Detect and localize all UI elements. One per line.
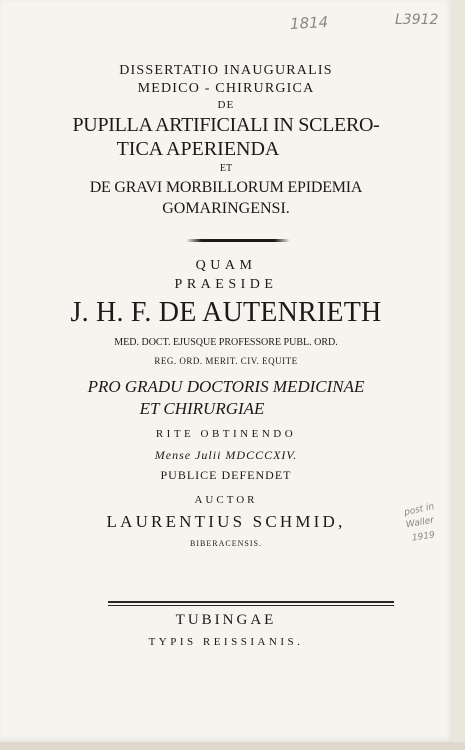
ornamental-rule [186,239,290,242]
author-origin: BIBERACENSIS. [190,539,262,548]
title-line-7: DE GRAVI MORBILLORUM EPIDEMIA [89,179,363,196]
title-line-5: TICA APERIENDA [116,138,280,160]
quam-label: QUAM [195,258,257,273]
pencil-note-line-3: 1919 [411,530,436,544]
president-name: J. H. F. DE AUTENRIETH [70,297,382,328]
author-name: LAURENTIUS SCHMID, [106,512,346,531]
title-line-2: MEDICO - CHIRURGICA [137,81,315,96]
pencil-year-annotation: 1814 [289,13,329,33]
defense-date: Mense Julii MDCCCXIV. [154,448,298,462]
president-title-2: REG. ORD. MERIT. CIV. EQUITE [154,356,298,366]
title-line-3: DE [217,99,235,111]
praeside-label: PRAESIDE [174,277,278,292]
president-title-1: MED. DOCT. EJUSQUE PROFESSORE PUBL. ORD. [114,337,338,348]
auctor-label: AUCTOR [194,494,258,506]
pencil-note-line-1: post in [403,501,436,519]
page-edge-bottom [0,742,465,750]
title-line-1: DISSERTATIO INAUGURALIS [119,63,333,78]
imprint-place: TUBINGAE [175,612,277,628]
page-edge-right [452,0,465,750]
publice-defendet: PUBLICE DEFENDET [160,468,292,482]
title-line-4: PUPILLA ARTIFICIALI IN SCLERO- [72,114,380,136]
rite-obtinendo: RITE OBTINENDO [155,428,297,440]
degree-line-2: ET CHIRURGIAE [139,399,265,418]
pencil-note-line-2: Waller [405,515,435,531]
degree-line-1: PRO GRADU DOCTORIS MEDICINAE [87,377,365,396]
pencil-reference-annotation: L3912 [395,12,439,28]
title-line-8: GOMARINGENSI. [162,200,290,217]
imprint-rule [108,601,394,603]
imprint-printer: TYPIS REISSIANIS. [148,636,304,648]
title-line-6: ET [219,163,233,174]
